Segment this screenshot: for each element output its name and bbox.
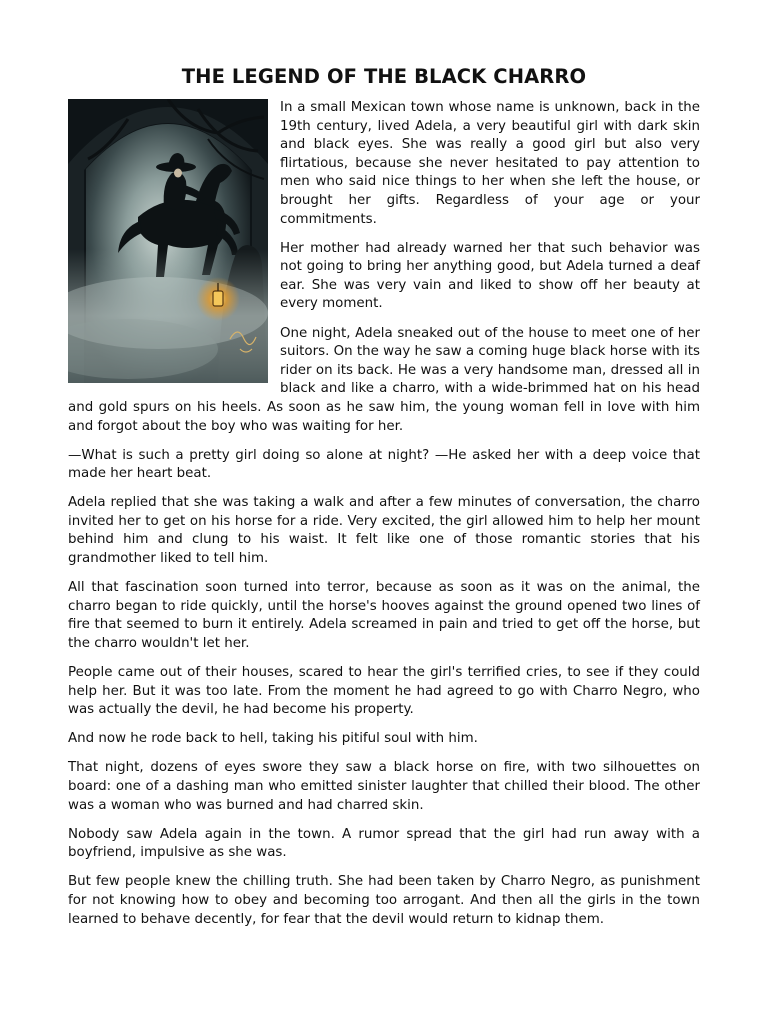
paragraph: And now he rode back to hell, taking his pitiful soul with him.: [68, 731, 478, 747]
paragraph: Adela replied that she was taking a walk and after a few minutes of conversation, the charro invited her to get on his horse for a ride. Very excited, the girl allowed him to help her mount behind him and clung to his waist. It felt like one of those romantic stories that his grandmother liked to tell him.: [68, 495, 700, 567]
paragraph: One night, Adela sneaked out of the house to meet one of her suitors. On the way he saw a coming huge black horse with its rider on its back. He was a very handsome man, dressed all in black and like a charro, with a wide-brimmed hat on his head and gold spurs on his heels. As soon as he saw him, the young woman fell in love with him and forgot about the boy who was waiting for her.: [68, 325, 700, 434]
paragraph: In a small Mexican town whose name is unknown, back in the 19th century, lived Adela, a very beautiful girl with dark skin and black eyes. She was really a good girl but also very flirtatious, because she never hesitated to pay attention to men who said nice things to her when she left the house, or brought her gifts. Regardless of your age or your commitments.: [280, 100, 700, 227]
paragraph: —What is such a pretty girl doing so alone at night? —He asked her with a deep voice that made her heart beat.: [68, 447, 700, 482]
document-title: THE LEGEND OF THE BLACK CHARRO: [181, 65, 587, 88]
paragraph: All that fascination soon turned into terror, because as soon as it was on the animal, the charro began to ride quickly, until the horse's hooves against the ground opened two lines of fire that seemed to burn it entirely. Adela screamed in pain and tried to get off the horse, but the charro wouldn't let her.: [68, 580, 700, 651]
document-page: [68, 64, 700, 940]
paragraph: But few people knew the chilling truth. She had been taken by Charro Negro, as punishment for not knowing how to obey and becoming too arrogant. And then all the girls in the town learned to behave decently, for fear that the devil would return to kidnap them.: [68, 874, 700, 927]
illustration-artwork: [68, 99, 268, 383]
black-charro-illustration: [68, 99, 268, 383]
paragraph: Her mother had already warned her that such behavior was not going to bring her anything good, but Adela turned a deaf ear. She was very vain and liked to show off her beauty at every moment.: [280, 240, 700, 312]
story-body: [68, 99, 700, 929]
paragraph: People came out of their houses, scared to hear the girl's terrified cries, to see if they could help her. But it was too late. From the moment he had agreed to go with Charro Negro, who was actually the devil, he had become his property.: [68, 665, 700, 718]
paragraph: Nobody saw Adela again in the town. A rumor spread that the girl had run away with a boyfriend, impulsive as she was.: [68, 826, 700, 861]
paragraph: That night, dozens of eyes swore they saw a black horse on fire, with two silhouettes on board: one of a dashing man who emitted sinister laughter that chilled their blood. The other was a woman who was burned and had charred skin.: [68, 760, 700, 813]
